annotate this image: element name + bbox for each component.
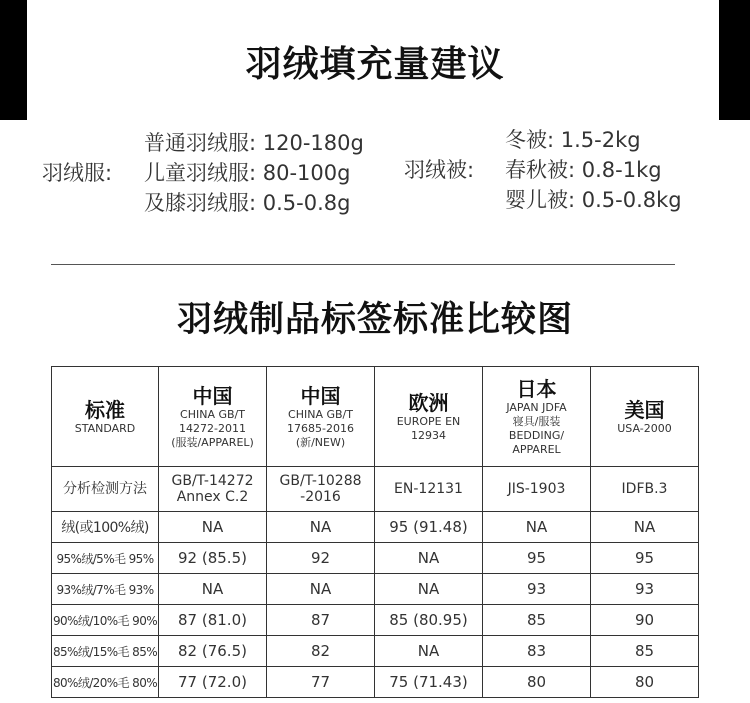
row-label: 95%绒/5%毛 95% — [52, 543, 159, 574]
row-label: 90%绒/10%毛 90% — [52, 605, 159, 636]
standards-comparison-table — [51, 366, 699, 698]
quilt-label: 羽绒被: — [404, 158, 475, 182]
table-row — [52, 636, 699, 667]
header-main: 中国 — [192, 383, 233, 408]
jacket-fill-item: 及膝羽绒服: 0.5-0.8g — [144, 191, 351, 215]
table-cell: NA — [375, 543, 483, 574]
table-cell: 87 — [267, 605, 375, 636]
table-cell: 80 — [591, 667, 699, 698]
table-cell: 87 (81.0) — [159, 605, 267, 636]
header-sub: (服装/APPAREL) — [171, 435, 254, 449]
header-sub: (新/NEW) — [295, 435, 346, 449]
header-cell-china-2011 — [159, 367, 267, 467]
header-main: 欧洲 — [408, 390, 449, 415]
comparison-title: 羽绒制品标签标准比较图 — [176, 300, 573, 340]
jacket-label: 羽绒服: — [42, 161, 113, 185]
header-cell-japan — [483, 367, 591, 467]
table-cell: 77 (72.0) — [159, 667, 267, 698]
header-main: 美国 — [624, 397, 665, 422]
table-cell: NA — [159, 512, 267, 543]
jacket-fill-item: 普通羽绒服: 120-180g — [144, 131, 364, 155]
table-row — [52, 667, 699, 698]
fill-amount-title: 羽绒填充量建议 — [245, 44, 505, 85]
header-sub: USA-2000 — [617, 421, 672, 435]
table-cell: 85 (80.95) — [375, 605, 483, 636]
table-cell: 93 — [483, 574, 591, 605]
table-cell: NA — [591, 512, 699, 543]
jacket-fill-list — [144, 128, 364, 218]
table-header-row — [52, 367, 699, 467]
table-row — [52, 574, 699, 605]
row-label: 85%绒/15%毛 85% — [52, 636, 159, 667]
jacket-fill-item: 儿童羽绒服: 80-100g — [144, 161, 351, 185]
header-sub: BEDDING/ — [508, 428, 565, 442]
table-cell: 83 — [483, 636, 591, 667]
row-label: 绒(或100%绒) — [52, 512, 159, 543]
table-cell: GB/T-10288 -2016 — [267, 467, 375, 512]
header-sub: 17685-2016 — [287, 421, 354, 435]
row-label: 93%绒/7%毛 93% — [52, 574, 159, 605]
header-sub: EUROPE EN — [396, 414, 461, 428]
quilt-fill-item: 婴儿被: 0.5-0.8kg — [505, 188, 682, 212]
table-cell: 93 — [591, 574, 699, 605]
table-cell: NA — [159, 574, 267, 605]
table-cell: IDFB.3 — [591, 467, 699, 512]
header-sub: APPAREL — [512, 442, 561, 456]
header-sub: CHINA GB/T — [180, 407, 245, 421]
table-cell: 95 (91.48) — [375, 512, 483, 543]
table-cell: EN-12131 — [375, 467, 483, 512]
header-sub: 14272-2011 — [179, 421, 246, 435]
table-cell: 95 — [591, 543, 699, 574]
table-row — [52, 543, 699, 574]
table-cell: NA — [267, 512, 375, 543]
header-cell-china-2016 — [267, 367, 375, 467]
table-cell: NA — [375, 574, 483, 605]
header-main: 中国 — [300, 383, 341, 408]
method-label: 分析检测方法 — [52, 467, 159, 512]
table-cell: NA — [483, 512, 591, 543]
header-sub: JAPAN JDFA — [506, 400, 567, 414]
quilt-fill-item: 冬被: 1.5-2kg — [505, 128, 641, 152]
header-sub: CHINA GB/T — [288, 407, 353, 421]
table-cell: 85 — [483, 605, 591, 636]
row-label: 80%绒/20%毛 80% — [52, 667, 159, 698]
header-main: 日本 — [516, 376, 557, 401]
quilt-fill-list — [505, 125, 682, 215]
method-row — [52, 467, 699, 512]
table-cell: 85 — [591, 636, 699, 667]
table-cell: 82 (76.5) — [159, 636, 267, 667]
section-divider — [51, 264, 675, 265]
header-cell-standard — [52, 367, 159, 467]
table-cell: 75 (71.43) — [375, 667, 483, 698]
table-cell: 92 (85.5) — [159, 543, 267, 574]
table-cell: 80 — [483, 667, 591, 698]
table-cell: 90 — [591, 605, 699, 636]
table-cell: NA — [375, 636, 483, 667]
table-row — [52, 605, 699, 636]
table-cell: 92 — [267, 543, 375, 574]
header-cell-europe — [375, 367, 483, 467]
header-sub: 12934 — [411, 428, 446, 442]
table-row — [52, 512, 699, 543]
quilt-fill-item: 春秋被: 0.8-1kg — [505, 158, 662, 182]
table-cell: 77 — [267, 667, 375, 698]
table-cell: 95 — [483, 543, 591, 574]
header-main: 标准 — [85, 397, 125, 422]
table-cell: GB/T-14272 Annex C.2 — [159, 467, 267, 512]
header-cell-usa — [591, 367, 699, 467]
table-cell: JIS-1903 — [483, 467, 591, 512]
table-cell: NA — [267, 574, 375, 605]
header-sub: STANDARD — [74, 421, 136, 435]
table-cell: 82 — [267, 636, 375, 667]
header-sub: 寝具/服装 — [512, 414, 561, 428]
